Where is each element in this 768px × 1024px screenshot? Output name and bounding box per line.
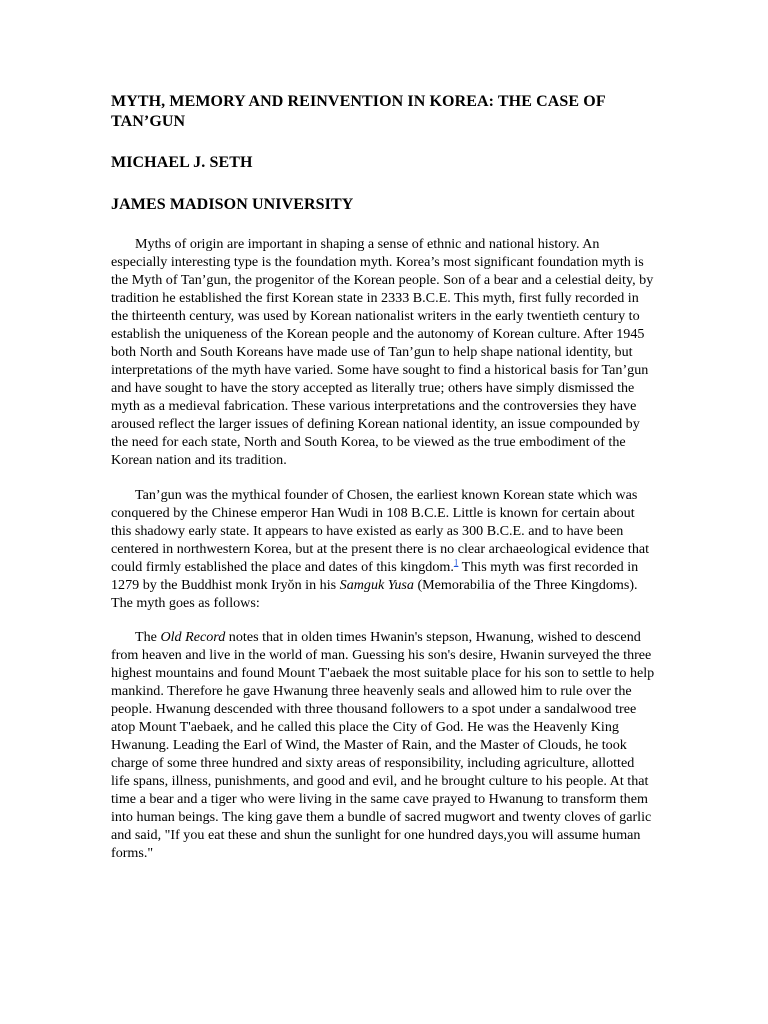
paragraph-text: This myth was first recorded in 1279 by the Buddhist monk Iryŏn in his <box>111 559 639 593</box>
paragraph-text: notes that in olden times Hwanin's stepson, Hwanung, wished to descend from heaven and live in the world of man. Guessing his son's desire, Hwanin surveyed the three highest mountains and found Mount T'aebaek the most suitable place for his son to settle to help mankind. Therefore he gave Hwanung three heavenly seals and allowed him to rule over the people. Hwanung descended with three thousand followers to a spot under a sandalwood tree atop Mount T'aebaek, and he called this place the City of God. He was the Heavenly King Hwanung. Leading the Earl of Wind, the Master of Rain, and the Master of Clouds, he took charge of some three hundred and sixty areas of responsibility, including agriculture, allotted life spans, illness, punishments, and good and evil, and he brought culture to his people. At that time a bear and a tiger who were living in the same cave prayed to Hwanung to transform them into human beings. The king gave them a bundle of sacred mugwort and twenty cloves of garlic and said, "If you eat these and shun the sunlight for one hundred days,you will assume human forms." <box>111 629 655 861</box>
paragraph-text: Tan’gun was the mythical founder of Chosen, the earliest known Korean state which was conquered by the Chinese emperor Han Wudi in 108 B.C.E. Little is known for certain about this shadowy early state. It appears to have existed as early as 300 B.C.E. and to have been centered in northwestern Korea, but at the present there is no clear archaeological evidence that could firmly established the place and dates of this kingdom. <box>111 487 650 575</box>
author-name: MICHAEL J. SETH <box>111 154 253 171</box>
paragraph-intro: Myths of origin are important in shaping a sense of ethnic and national history. An especially interesting type is the foundation myth. Korea’s most significant foundation myth is the Myth of Tan’gun, the progenitor of the Korean people. Son of a bear and a celestial deity, by tradition he established the first Korean state in 2333 B.C.E. This myth, first fully recorded in the thirteenth century, was used by Korean nationalist writers in the early twentieth century to establish the uniqueness of the Korean people and the autonomy of Korean culture. After 1945 both North and South Koreans have made use of Tan’gun to help shape national identity, but interpretations of the myth have varied. Some have sought to find a historical basis for Tan’gun and have sought to have the story accepted as literally true; others have simply dismissed the myth as a medieval fabrication. These various interpretations and the controversies they have aroused reflect the larger issues of defining Korean national identity, an issue compounded by the need for each state, North and South Korea, to be viewed as the true embodiment of the Korean nation and its tradition. <box>111 236 654 468</box>
book-title: Samguk Yusa <box>339 577 414 593</box>
paragraph-tangun-founder <box>111 486 656 612</box>
paragraph-text: (Memorabilia of the Three Kingdoms). The myth goes as follows: <box>111 577 638 611</box>
footnote-link[interactable]: 1 <box>453 557 459 568</box>
author-affiliation: JAMES MADISON UNIVERSITY <box>111 196 354 213</box>
document-page <box>111 92 656 862</box>
paragraph-myth-quote <box>111 628 656 862</box>
document-title: MYTH, MEMORY AND REINVENTION IN KOREA: THE CASE OF TAN’GUN <box>111 93 606 130</box>
source-title: Old Record <box>160 629 226 645</box>
paragraph-text: The <box>135 629 161 645</box>
